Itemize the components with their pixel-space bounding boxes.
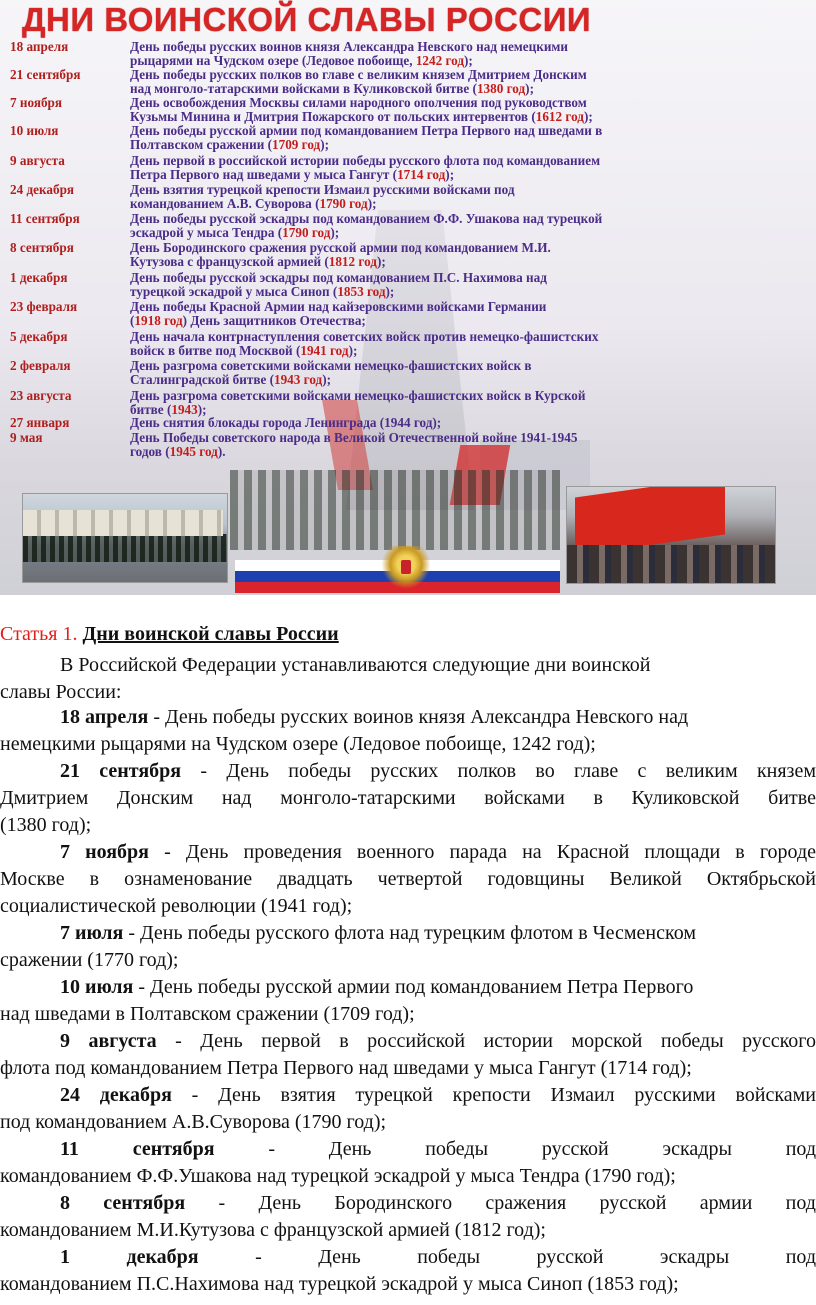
poster-year: 1943 [171, 402, 198, 417]
double-headed-eagle-emblem [378, 546, 434, 592]
poster-description-line: День Бородинского сражения русской армии под командованием М.И. [130, 240, 551, 255]
poster-text: ); [445, 167, 455, 182]
poster-description-line [130, 82, 790, 96]
entry-text: - День первой в российской истории морской победы русского [156, 1030, 816, 1052]
poster-description-line [130, 344, 790, 358]
poster-description [130, 271, 790, 299]
entry-date: 24 декабря [60, 1084, 172, 1106]
entry-line: командованием П.С.Нахимова над турецкой эскадрой у мыса Синоп (1853 год); [0, 1273, 679, 1295]
poster-description-line: День начала контрнаступления советских войск против немецко-фашистских [130, 329, 599, 344]
poster-text: Кутузова с французской армией ( [130, 254, 329, 269]
entry-line: над шведами в Полтавском сражении (1709 год); [0, 1003, 415, 1025]
poster-description-line: День взятия турецкой крепости Измаил русскими войсками под [130, 182, 515, 197]
article-entry [0, 1082, 816, 1136]
entry-line [0, 920, 816, 947]
poster-description-line: День Победы советского народа в Великой Отечественной войне 1941-1945 [130, 430, 578, 445]
entry-text: - День проведения военного парада на Красной площади в городе [149, 841, 816, 863]
entry-line: немецкими рыцарями на Чудском озере (Ледовое побоище, 1242 год); [0, 733, 596, 755]
poster-text: ) День защитников Отечества; [182, 313, 366, 328]
poster-text: ); [322, 372, 331, 387]
article-entry [0, 704, 816, 758]
entry-line [0, 1082, 816, 1109]
entry-line [0, 758, 816, 785]
article-entry [0, 1244, 816, 1298]
entry-date: 8 сентября [60, 1192, 186, 1214]
poster-description [130, 431, 790, 459]
poster-date: 10 июля [10, 123, 59, 138]
entry-line: сражении (1770 год); [0, 949, 179, 971]
poster-text: ); [525, 81, 534, 96]
poster-year: 1790 год [282, 225, 331, 240]
poster-description-line [130, 445, 790, 459]
entry-date: 18 апреля [60, 706, 149, 728]
parade-photo [22, 493, 228, 583]
poster-text: рыцарями на Чудском озере (Ледовое побоище, [130, 53, 416, 68]
poster-description-line [130, 314, 790, 328]
poster-description [130, 241, 790, 269]
poster-description [130, 300, 790, 328]
entry-line [0, 1028, 816, 1055]
article-heading [0, 622, 339, 646]
entry-date: 10 июля [60, 976, 134, 998]
poster-text: войск в битве под Москвой ( [130, 343, 301, 358]
poster-date: 5 декабря [10, 329, 68, 344]
poster-text: ). [217, 444, 226, 459]
poster-text: битве ( [130, 402, 172, 417]
poster-text: годов ( [130, 444, 170, 459]
poster-description-line [130, 168, 790, 182]
poster-text: ); [376, 254, 386, 269]
poster-description-line [130, 54, 790, 68]
poster-text: Кузьмы Минина и Дмитрия Пожарского от польских интервентов ( [130, 109, 536, 124]
entry-date: 9 августа [60, 1030, 157, 1052]
poster-date: 18 апреля [10, 39, 69, 54]
entry-text: - День взятия турецкой крепости Измаил русскими войсками [171, 1084, 816, 1106]
entry-text: - День победы русских воинов князя Александра Невского над [148, 706, 689, 728]
article-entry [0, 1028, 816, 1082]
entry-line: под командованием А.В.Суворова (1790 год); [0, 1111, 387, 1133]
poster-year: 1945 год [169, 444, 218, 459]
poster-description-line: День снятия блокады города Ленинграда (1944 год); [130, 415, 442, 430]
entry-line: командованием М.И.Кутузова с французской армией (1812 год); [0, 1219, 546, 1241]
entry-date: 7 ноября [60, 841, 149, 863]
poster-description-line [130, 373, 790, 387]
poster-text: Петра Первого над шведами у мыса Гангут ( [130, 167, 398, 182]
crowd-background [230, 470, 560, 550]
poster-year: 1714 год [397, 167, 446, 182]
entry-line [0, 704, 816, 731]
entry-line: командованием Ф.Ф.Ушакова над турецкой эскадрой у мыса Тендра (1790 год); [0, 1165, 676, 1187]
poster-description-line: День освобождения Москвы силами народного ополчения под руководством [130, 95, 587, 110]
entry-date: 21 сентября [60, 760, 182, 782]
poster-text: командованием А.В. Суворова ( [130, 196, 320, 211]
poster-description-line: День победы Красной Армии над кайзеровскими войсками Германии [130, 299, 547, 314]
article-entry [0, 758, 816, 839]
poster-description [130, 154, 790, 182]
poster-description-line: День победы русской эскадры под командованием Ф.Ф. Ушакова над турецкой [130, 211, 603, 226]
article-entry [0, 839, 816, 920]
entry-line [0, 1136, 816, 1163]
poster-description [130, 359, 790, 387]
entry-line: (1380 год); [0, 814, 92, 836]
intro-line: славы России: [0, 681, 122, 703]
poster-year: 1612 год [535, 109, 584, 124]
poster-date: 9 августа [10, 153, 65, 168]
poster-date: 21 сентября [10, 67, 81, 82]
entry-line [0, 839, 816, 866]
poster-year: 1943 год [273, 372, 323, 387]
entry-date: 7 июля [60, 922, 124, 944]
poster-date: 8 сентября [10, 240, 74, 255]
poster-date: 9 мая [10, 430, 43, 445]
poster-year: 1242 год [415, 53, 465, 68]
poster-date: 27 января [10, 415, 70, 430]
poster-text: ); [583, 109, 593, 124]
poster-text: ); [330, 225, 340, 240]
article-entry [0, 1190, 816, 1244]
poster-date: 23 августа [10, 388, 72, 403]
entry-text: - День Бородинского сражения русской армии под [185, 1192, 816, 1214]
poster-description [130, 330, 790, 358]
poster-description [130, 96, 790, 124]
poster-description [130, 183, 790, 211]
poster-date: 1 декабря [10, 270, 68, 285]
article-intro [0, 652, 816, 706]
poster-year: 1853 год [337, 284, 386, 299]
poster-text: ); [348, 343, 358, 358]
poster-year: 1941 год [300, 343, 349, 358]
entry-line: Дмитрием Донским над монголо-татарскими войсками в Куликовской битве [0, 787, 816, 809]
entry-line [0, 974, 816, 1001]
poster-text: ); [464, 53, 473, 68]
poster-text: над монголо-татарскими войсками в Куликовской битве ( [130, 81, 477, 96]
entry-line: социалистической революции (1941 год); [0, 895, 353, 917]
poster-description-line [130, 110, 790, 124]
poster-description-line [130, 197, 790, 211]
poster-text: ); [367, 196, 377, 211]
poster-description-line: День победы русских полков во главе с великим князем Дмитрием Донским [130, 67, 587, 82]
entry-line: флота под командованием Петра Первого над шведами у мыса Гангут (1714 год); [0, 1057, 692, 1079]
poster-text: ( [130, 313, 135, 328]
poster-text: ); [385, 284, 395, 299]
article-entry [0, 1136, 816, 1190]
poster-description-line: День победы русской эскадры под командованием П.С. Нахимова над [130, 270, 547, 285]
poster-title: ДНИ ВОИНСКОЙ СЛАВЫ РОССИИ [22, 1, 592, 38]
ceremony-photo [566, 486, 776, 584]
poster-description-line [130, 226, 790, 240]
poster-description [130, 212, 790, 240]
entry-text: - День победы русской эскадры под [198, 1246, 816, 1268]
entry-text: - День победы русского флота над турецким флотом в Чесменском [123, 922, 696, 944]
poster-description-line: День разгрома советскими войсками немецко-фашистских войск в Курской [130, 388, 586, 403]
poster-description-line: День победы русской армии под командованием Петра Первого над шведами в [130, 123, 603, 138]
poster-year: 1790 год [319, 196, 368, 211]
poster-date: 2 февраля [10, 358, 71, 373]
poster-year: 1380 год [476, 81, 526, 96]
poster-text: Сталинградской битве ( [130, 372, 274, 387]
poster-text: ); [197, 402, 207, 417]
article-title: Дни воинской славы России [82, 623, 339, 645]
poster-description-line: День разгрома советскими войсками немецко-фашистских войск в [130, 358, 532, 373]
poster-description [130, 389, 790, 417]
poster-description [130, 40, 790, 68]
entry-text: - День победы русской армии под командованием Петра Первого [133, 976, 694, 998]
poster-date: 23 февраля [10, 299, 78, 314]
entry-text: - День победы русской эскадры под [214, 1138, 816, 1160]
article-entry [0, 920, 816, 974]
entry-line [0, 1190, 816, 1217]
poster-description-line: День первой в российской истории победы русского флота под командованием [130, 153, 601, 168]
intro-line: В Российской Федерации устанавливаются следующие дни воинской [60, 654, 651, 676]
poster-date: 11 сентября [10, 211, 80, 226]
poster-year: 1918 год [134, 313, 183, 328]
entry-line [0, 1244, 816, 1271]
poster-description [130, 68, 790, 96]
poster-description-line [130, 138, 790, 152]
poster-text: турецкой эскадрой у мыса Синоп ( [130, 284, 338, 299]
article-label: Статья 1. [0, 623, 78, 645]
entry-date: 1 декабря [60, 1246, 199, 1268]
poster-description-line [130, 255, 790, 269]
poster-description [130, 124, 790, 152]
poster-date: 24 декабря [10, 182, 75, 197]
poster-text: эскадрой у мыса Тендра ( [130, 225, 283, 240]
poster-image [0, 0, 816, 595]
poster-date: 7 ноября [10, 95, 63, 110]
entry-line: Москве в ознаменование двадцать четвертой годовщины Великой Октябрьской [0, 868, 816, 890]
entry-text: - День победы русских полков во главе с великим князем [181, 760, 816, 782]
poster-text: ); [320, 137, 330, 152]
article-entry [0, 974, 816, 1028]
poster-description [130, 416, 790, 430]
poster-year: 1812 год [328, 254, 377, 269]
poster-description-line [130, 285, 790, 299]
entry-date: 11 сентября [60, 1138, 215, 1160]
poster-year: 1709 год [272, 137, 321, 152]
poster-text: Полтавском сражении ( [130, 137, 272, 152]
poster-description-line: День победы русских воинов князя Александра Невского над немецкими [130, 39, 569, 54]
